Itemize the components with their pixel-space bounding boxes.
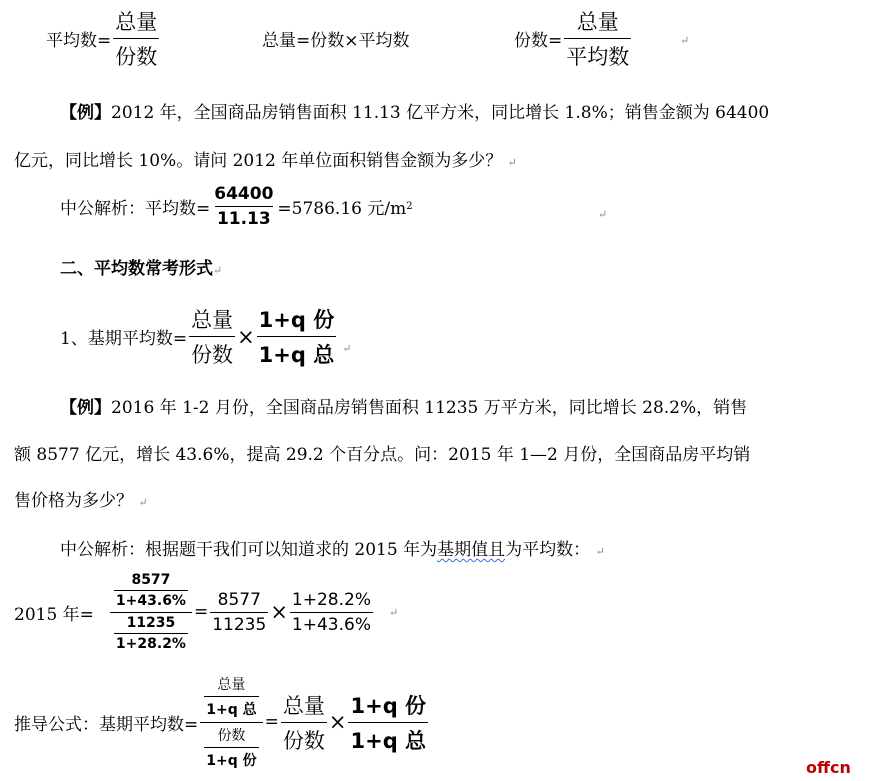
example2-line2 [14,440,750,465]
fraction-numerator: 总量 [576,10,619,34]
formula-average [46,6,161,71]
fraction-numerator: 总量 [115,10,158,34]
inner-fraction-top [114,572,188,609]
compound-denominator [110,612,192,652]
calc-2015 [14,572,398,652]
formula-average-fraction [113,6,159,71]
analysis2 [60,535,605,560]
fraction-numerator: 总量 [217,677,246,693]
paragraph-mark: ↵ [598,208,608,221]
example2-text3: 售价格为多少？ [14,491,133,511]
fraction-numerator: 1+q 份 [350,693,427,718]
times-sign: × [270,600,288,624]
fraction-denominator: 1+43.6% [290,612,373,635]
paragraph-mark: ↵ [507,156,517,169]
example1-text2: 亿元，同比增长 10%。请问 2012 年单位面积销售金额为多少？ [14,151,503,171]
formula-parts-label: 份数= [514,31,563,51]
equals-sign: = [193,602,209,622]
derivation-label: 推导公式：基期平均数= [14,714,199,735]
item1-formula [60,304,351,369]
analysis1 [60,184,413,229]
derivation-compound-fraction [200,674,262,770]
analysis2-underlined: 基期值且 [437,540,506,560]
fraction-denominator: 1+28.2% [114,633,188,652]
fraction-numerator: 8577 [217,589,261,610]
fraction-denominator: 11.13 [215,206,273,229]
example1-line2 [14,146,517,171]
compound-numerator [200,674,262,722]
fraction-numerator: 1+28.2% [291,589,371,610]
analysis1-fraction [212,184,275,229]
example2-text1: 2016 年 1-2 月份，全国商品房销售面积 11235 万平方米，同比增长 28.2%，销售 [111,398,748,418]
fraction-denominator: 1+q 总 [257,336,337,369]
compound-numerator [110,572,192,612]
analysis2-suffix: 为平均数： [505,540,591,560]
unit-superscript: 2 [406,201,413,212]
paragraph-mark: ↵ [389,605,399,619]
section-heading [60,254,222,279]
paragraph-mark: ↵ [213,264,223,277]
calc-2015-fraction-a [210,590,268,635]
times-sign: × [237,324,255,349]
derivation-formula [14,674,430,770]
fraction-numerator: 1+q 份 [258,308,335,332]
paragraph-mark: ↵ [342,342,352,355]
fraction-denominator: 份数 [113,38,159,71]
formula-parts [514,6,633,71]
example-tag: 【例】 [60,103,111,123]
analysis2-prefix: 中公解析：根据题干我们可以知道求的 2015 年为 [60,540,438,560]
inner-fraction-top [204,674,258,719]
formula-parts-fraction [564,6,631,71]
watermark-logo: offcn [806,758,851,777]
equals-sign: = [264,712,279,732]
item1-fraction-b [257,304,337,369]
example1-text1: 2012 年，全国商品房销售面积 11.13 亿平方米，同比增长 1.8%；销售金额为 64400 [111,103,770,123]
section-heading-text: 二、平均数常考形式 [60,259,213,279]
fraction-denominator: 1+q 份 [204,747,258,770]
fraction-numerator: 份数 [217,728,246,744]
formula-average-label: 平均数= [46,31,112,51]
example-tag: 【例】 [60,398,111,418]
fraction-numerator: 64400 [214,184,274,204]
fraction-denominator: 1+43.6% [114,590,188,609]
fraction-numerator: 总量 [191,308,234,332]
example1-line1 [60,98,769,123]
fraction-numerator: 11235 [126,615,176,631]
derivation-fraction-b [348,690,428,755]
compound-denominator [200,722,262,770]
fraction-denominator: 平均数 [564,38,631,71]
fraction-denominator: 1+q 总 [204,696,258,719]
fraction-numerator: 总量 [282,693,325,718]
fraction-denominator: 份数 [281,722,327,755]
paragraph-mark: ↵ [138,496,148,509]
example2-text2: 额 8577 亿元，增长 43.6%，提高 29.2 个百分点。问：2015 年 1—2 月份，全国商品房平均销 [14,445,751,465]
times-sign: × [328,710,347,734]
calc-2015-compound-fraction [110,572,192,652]
fraction-denominator: 份数 [189,336,235,369]
fraction-numerator: 8577 [131,572,171,588]
fraction-denominator: 1+q 总 [348,722,428,755]
example2-line1 [60,393,747,418]
example2-line3 [14,486,148,511]
fraction-denominator: 11235 [210,612,268,635]
analysis1-label: 中公解析：平均数= [60,199,211,219]
formula-total: 总量=份数×平均数 [262,31,410,51]
calc-2015-fraction-b [290,590,373,635]
calc-2015-label: 2015 年= [14,604,94,625]
inner-fraction-bottom [204,725,258,770]
item1-label: 1、基期平均数= [60,329,188,349]
analysis1-result: =5786.16 元/m [277,199,407,219]
item1-fraction-a [189,304,235,369]
paragraph-mark: ↵ [680,34,690,47]
inner-fraction-bottom [114,615,188,652]
derivation-fraction-a [281,690,327,755]
paragraph-mark: ↵ [595,545,605,558]
